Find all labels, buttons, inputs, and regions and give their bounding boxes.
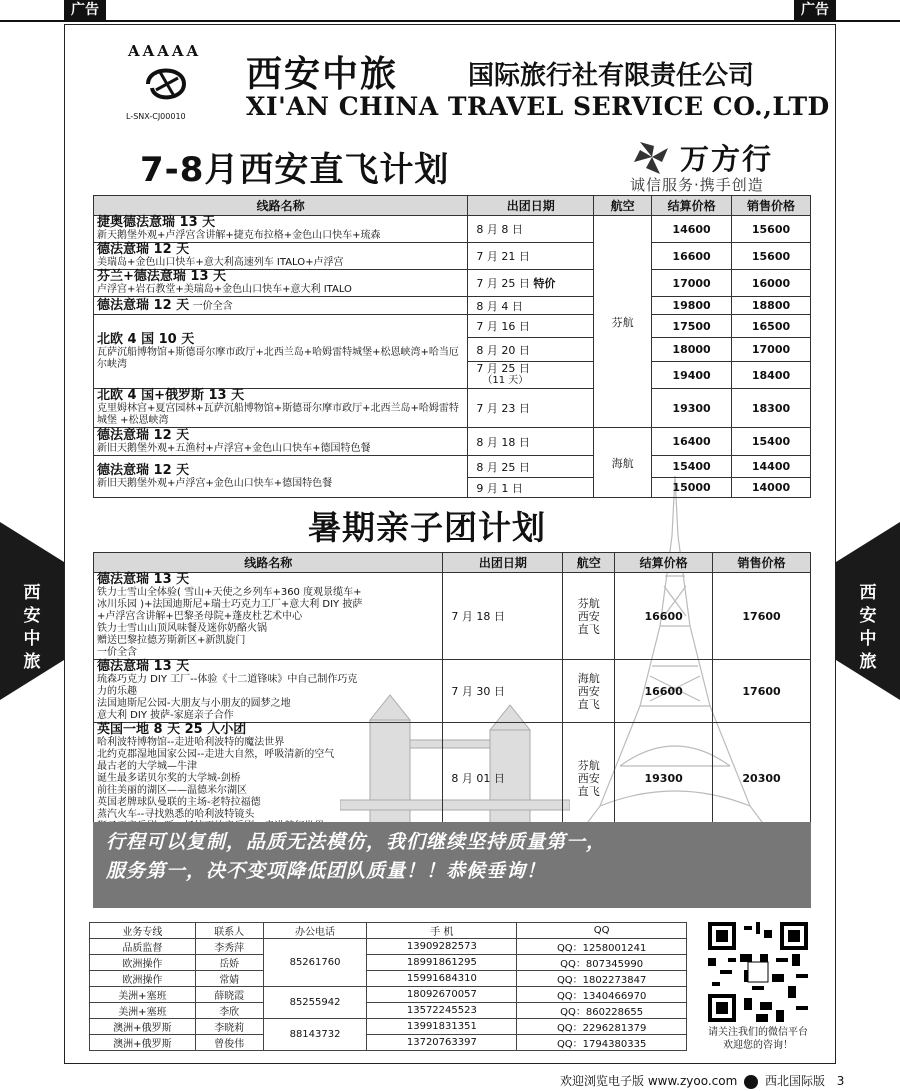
- settle-price: 16400: [652, 428, 732, 456]
- mobile-number: 13720763397: [367, 1035, 517, 1051]
- col-sell: 销售价格: [713, 553, 811, 573]
- departure-date: 7 月 30 日: [443, 660, 563, 723]
- departure-date: 7 月 25 日: [476, 362, 530, 375]
- route-desc: 瓦萨沉船博物馆+斯德哥尔摩市政厅+北西兰岛+哈姆雷特城堡+松恩峡湾+哈当厄尔峡湾: [97, 346, 459, 370]
- mobile-number: 13572245523: [367, 1003, 517, 1019]
- qr-caption-line-1: 请关注我们的微信平台: [708, 1027, 808, 1038]
- table-row: [94, 428, 811, 456]
- settle-price: 17000: [652, 270, 732, 297]
- brand-name: 万方行: [680, 142, 774, 176]
- side-text-char: 西: [859, 583, 877, 603]
- sell-price: 20300: [713, 723, 811, 834]
- qq-number: QQ：807345990: [517, 955, 687, 971]
- special-tag: 特价: [533, 277, 556, 290]
- side-text-char: 旅: [23, 652, 41, 672]
- route-desc-line: 诞生最多诺贝尔奖的大学城-剑桥: [97, 773, 241, 784]
- contact-row: [90, 987, 687, 1003]
- table-row: [94, 216, 811, 243]
- route-desc-line: 铁力士雪山山顶风味餐及迷你奶酪火锅: [97, 623, 267, 634]
- departure-date: 7 月 23 日: [468, 389, 594, 428]
- route-title: 芬兰+德法意瑞 13 天: [97, 269, 227, 284]
- table-row: [94, 573, 811, 660]
- settle-price: 16600: [615, 573, 713, 660]
- departure-date: 8 月 18 日: [468, 428, 594, 456]
- section-title-direct: 7-8月西安直飞计划: [140, 150, 450, 190]
- col-office: 办公电话: [263, 923, 367, 939]
- departure-date: 8 月 25 日: [468, 456, 594, 478]
- table-row: [94, 270, 811, 297]
- route-title: 德法意瑞 13 天: [97, 572, 190, 587]
- rating-label: AAAAA: [128, 42, 202, 60]
- contact-row: [90, 1003, 687, 1019]
- route-desc-line: 琉森巧克力 DIY 工厂--体验《十二道锋味》中自己制作巧克: [97, 674, 358, 685]
- col-route: 线路名称: [94, 196, 468, 216]
- sell-price: 17600: [713, 660, 811, 723]
- contact-row: [90, 955, 687, 971]
- brand-slogan: 诚信服务·携手创造: [630, 176, 764, 194]
- route-desc-line: 哈利波特博物馆--走进哈利波特的魔法世界: [97, 737, 285, 748]
- service-line: 澳洲+俄罗斯: [90, 1035, 196, 1051]
- route-desc-line: 蒸汽火车--寻找熟悉的哈利波特镜头: [97, 809, 255, 820]
- footer-text: 欢迎浏览电子版 www.zyoo.com: [560, 1074, 738, 1088]
- col-airline: 航空: [563, 553, 615, 573]
- route-title: 德法意瑞 12 天: [97, 297, 190, 313]
- route-desc-line: 力的乐趣: [97, 686, 137, 697]
- col-route: 线路名称: [94, 553, 443, 573]
- col-service: 业务专线: [90, 923, 196, 939]
- slogan-text: [106, 828, 806, 886]
- contact-row: [90, 971, 687, 987]
- service-line: 品质监督: [90, 939, 196, 955]
- route-title: 英国一地 8 天 25 人小团: [97, 722, 247, 737]
- col-settle: 结算价格: [615, 553, 713, 573]
- route-desc-line: 一价全含: [97, 647, 137, 658]
- airline-line: 芬航: [577, 596, 600, 610]
- service-line: 欧洲操作: [90, 971, 196, 987]
- slogan-line-1: 行程可以复制，品质无法模仿，我们继续坚持质量第一，: [106, 831, 607, 853]
- route-title: 捷奥德法意瑞 13 天: [97, 215, 216, 230]
- page-footer: [560, 1072, 844, 1089]
- sell-price: 16500: [732, 315, 811, 338]
- airline-line: 西安: [577, 771, 600, 785]
- contact-person: 常婧: [195, 971, 263, 987]
- side-text-left: [0, 582, 64, 674]
- company-logo-icon: [140, 60, 192, 108]
- office-phone: 85255942: [263, 987, 367, 1019]
- route-title: 北欧 4 国+俄罗斯 13 天: [97, 388, 245, 403]
- qq-number: QQ：860228655: [517, 1003, 687, 1019]
- contact-table: [89, 922, 687, 1051]
- mobile-number: 18991861295: [367, 955, 517, 971]
- side-text-char: 安: [859, 606, 877, 626]
- family-tour-table: [93, 552, 811, 834]
- settle-price: 15400: [652, 456, 732, 478]
- direct-flight-table: [93, 195, 811, 498]
- contact-person: 岳娇: [195, 955, 263, 971]
- sell-price: 18400: [732, 362, 811, 389]
- contact-row: [90, 1019, 687, 1035]
- pinwheel-icon: [632, 138, 672, 176]
- sell-price: 15600: [732, 216, 811, 243]
- route-desc: 新旧天鹅堡外观+卢浮宫+金色山口快车+德国特色餐: [97, 477, 333, 489]
- settle-price: 19300: [652, 389, 732, 428]
- airline-line: 西安: [577, 609, 600, 623]
- mobile-number: 13991831351: [367, 1019, 517, 1035]
- departure-date: 8 月 01 日: [443, 723, 563, 834]
- settle-price: 19400: [652, 362, 732, 389]
- sell-price: 18300: [732, 389, 811, 428]
- departure-date: 7 月 25 日: [476, 277, 530, 290]
- settle-price: 19300: [615, 723, 713, 834]
- side-text-char: 中: [23, 629, 41, 649]
- sell-price: 15600: [732, 243, 811, 270]
- departure-date: 8 月 20 日: [468, 338, 594, 362]
- office-phone: 85261760: [263, 939, 367, 987]
- qq-number: QQ：1258001241: [517, 939, 687, 955]
- route-desc-line: 前往美丽的湖区——温德米尔湖区: [97, 785, 247, 796]
- sell-price: 17000: [732, 338, 811, 362]
- service-line: 澳洲+俄罗斯: [90, 1019, 196, 1035]
- company-name-english: XI'AN CHINA TRAVEL SERVICE CO.,LTD: [246, 92, 830, 121]
- side-text-char: 西: [23, 583, 41, 603]
- footer-edition: 西北国际版: [764, 1074, 825, 1088]
- slogan-line-2: 服务第一，决不变项降低团队质量！！恭候垂询！: [106, 860, 547, 882]
- route-title: 德法意瑞 12 天: [97, 462, 190, 478]
- route-desc: 克里姆林宫+夏宫园林+瓦萨沉船博物馆+斯德哥尔摩市政厅+北西兰岛+哈姆雷特城堡 +松恩峡湾: [97, 403, 459, 426]
- contact-person: 李晓莉: [195, 1019, 263, 1035]
- col-mobile: 手 机: [367, 923, 517, 939]
- side-text-char: 中: [859, 629, 877, 649]
- departure-date: 7 月 18 日: [443, 573, 563, 660]
- sell-price: 17600: [713, 573, 811, 660]
- mobile-number: 15991684310: [367, 971, 517, 987]
- mobile-number: 18092670057: [367, 987, 517, 1003]
- license-number: L-SNX-CJ00010: [126, 112, 186, 121]
- airline-hainan: 海航: [594, 428, 652, 498]
- qr-caption: [690, 1026, 826, 1052]
- side-text-char: 安: [23, 606, 41, 626]
- sell-price: 14400: [732, 456, 811, 478]
- sell-price: 16000: [732, 270, 811, 297]
- route-title: 德法意瑞 13 天: [97, 659, 190, 674]
- departure-date: 8 月 4 日: [468, 297, 594, 315]
- page-number: 3: [836, 1074, 845, 1088]
- sell-price: 15400: [732, 428, 811, 456]
- settle-price: 19800: [652, 297, 732, 315]
- route-desc-line: +卢浮宫含讲解+巴黎圣母院+蓬皮杜艺术中心: [97, 611, 303, 622]
- sell-price: 18800: [732, 297, 811, 315]
- mobile-number: 13909282573: [367, 939, 517, 955]
- contact-person: 李欣: [195, 1003, 263, 1019]
- col-date: 出团日期: [468, 196, 594, 216]
- side-text-char: 旅: [859, 652, 877, 672]
- col-date: 出团日期: [443, 553, 563, 573]
- settle-price: 15000: [652, 478, 732, 498]
- office-phone: 88143732: [263, 1019, 367, 1051]
- route-desc-line: 意大利 DIY 披萨-家庭亲子合作: [97, 710, 234, 721]
- sell-price: 14000: [732, 478, 811, 498]
- airline-line: 直飞: [577, 697, 600, 711]
- settle-price: 18000: [652, 338, 732, 362]
- col-settle: 结算价格: [652, 196, 732, 216]
- service-line: 美洲+塞班: [90, 1003, 196, 1019]
- route-desc-line: 法国迪斯尼公园-大朋友与小朋友的圆梦之地: [97, 698, 291, 709]
- col-person: 联系人: [195, 923, 263, 939]
- route-title: 北欧 4 国 10 天: [97, 331, 195, 347]
- departure-date: 7 月 16 日: [468, 315, 594, 338]
- airline-line: 西安: [577, 684, 600, 698]
- qq-number: QQ：2296281379: [517, 1019, 687, 1035]
- settle-price: 17500: [652, 315, 732, 338]
- table-row: [94, 389, 811, 428]
- qq-number: QQ：1340466970: [517, 987, 687, 1003]
- service-line: 美洲+塞班: [90, 987, 196, 1003]
- route-desc-line: 赠送巴黎拉德芳斯新区+新凯旋门: [97, 635, 246, 646]
- table-row: [94, 243, 811, 270]
- section-title-family: 暑期亲子团计划: [308, 508, 546, 547]
- contact-person: 李秀萍: [195, 939, 263, 955]
- footer-logo-icon: [744, 1075, 758, 1089]
- table-row: [94, 660, 811, 723]
- company-name-main: 西安中旅: [246, 53, 399, 95]
- route-desc: 美瑞岛+金色山口快车+意大利高速列车 ITALO+卢浮宫: [97, 257, 344, 268]
- route-desc-line: 北约克郡湿地国家公园--走进大自然，呼吸清新的空气: [97, 749, 335, 760]
- col-airline: 航空: [594, 196, 652, 216]
- settle-price: 16600: [652, 243, 732, 270]
- settle-price: 16600: [615, 660, 713, 723]
- col-sell: 销售价格: [732, 196, 811, 216]
- settle-price: 14600: [652, 216, 732, 243]
- qq-number: QQ：1802273847: [517, 971, 687, 987]
- route-title: 德法意瑞 12 天: [97, 427, 190, 443]
- contact-row: [90, 1035, 687, 1051]
- departure-date-sub: （11 天）: [482, 375, 529, 386]
- route-desc: 新旧天鹅堡外观+五渔村+卢浮宫+金色山口快车+德国特色餐: [97, 442, 371, 454]
- airline-finnair: 芬航: [594, 216, 652, 428]
- contact-person: 薛晓霞: [195, 987, 263, 1003]
- col-qq: QQ: [517, 923, 687, 939]
- wechat-qr-code-icon[interactable]: [708, 922, 808, 1022]
- route-desc: 卢浮宫+岩石教堂+美瑞岛+金色山口快车+意大利 ITALO: [97, 284, 352, 295]
- departure-date: 8 月 8 日: [468, 216, 594, 243]
- route-title: 德法意瑞 12 天: [97, 242, 190, 257]
- table-row: [94, 456, 811, 478]
- ad-label-right: 广告: [794, 0, 836, 20]
- airline-line: 直飞: [577, 784, 600, 798]
- departure-date: 9 月 1 日: [468, 478, 594, 498]
- airline-line: 海航: [577, 671, 600, 685]
- table-row: [94, 297, 811, 315]
- table-row: [94, 723, 811, 834]
- ad-label-left: 广告: [64, 0, 106, 20]
- company-name-rest: 国际旅行社有限责任公司: [468, 61, 755, 91]
- airline-line: 芬航: [577, 758, 600, 772]
- side-text-right: [836, 582, 900, 674]
- table-row: [94, 315, 811, 338]
- airline-line: 直飞: [577, 622, 600, 636]
- qq-number: QQ：1794380335: [517, 1035, 687, 1051]
- route-desc-line: 最古老的大学城—牛津: [97, 761, 197, 772]
- contact-row: [90, 939, 687, 955]
- route-desc: 新天鹅堡外观+卢浮宫含讲解+捷克布拉格+金色山口快车+琉森: [97, 230, 381, 241]
- contact-person: 曾俊伟: [195, 1035, 263, 1051]
- route-note: 一价全含: [192, 300, 233, 312]
- qr-caption-line-2: 欢迎您的咨询！: [723, 1040, 793, 1051]
- departure-date: 7 月 21 日: [468, 243, 594, 270]
- route-desc-line: 铁力士雪山全体验( 雪山+天使之乡列车+360 度观景缆车+: [97, 587, 362, 598]
- route-desc-line: 英国老牌球队曼联的主场-老特拉福德: [97, 797, 261, 808]
- route-desc-line: 冰川乐园 )+法国迪斯尼+瑞士巧克力工厂+意大利 DIY 披萨: [97, 599, 363, 610]
- service-line: 欧洲操作: [90, 955, 196, 971]
- top-rule: [0, 20, 900, 22]
